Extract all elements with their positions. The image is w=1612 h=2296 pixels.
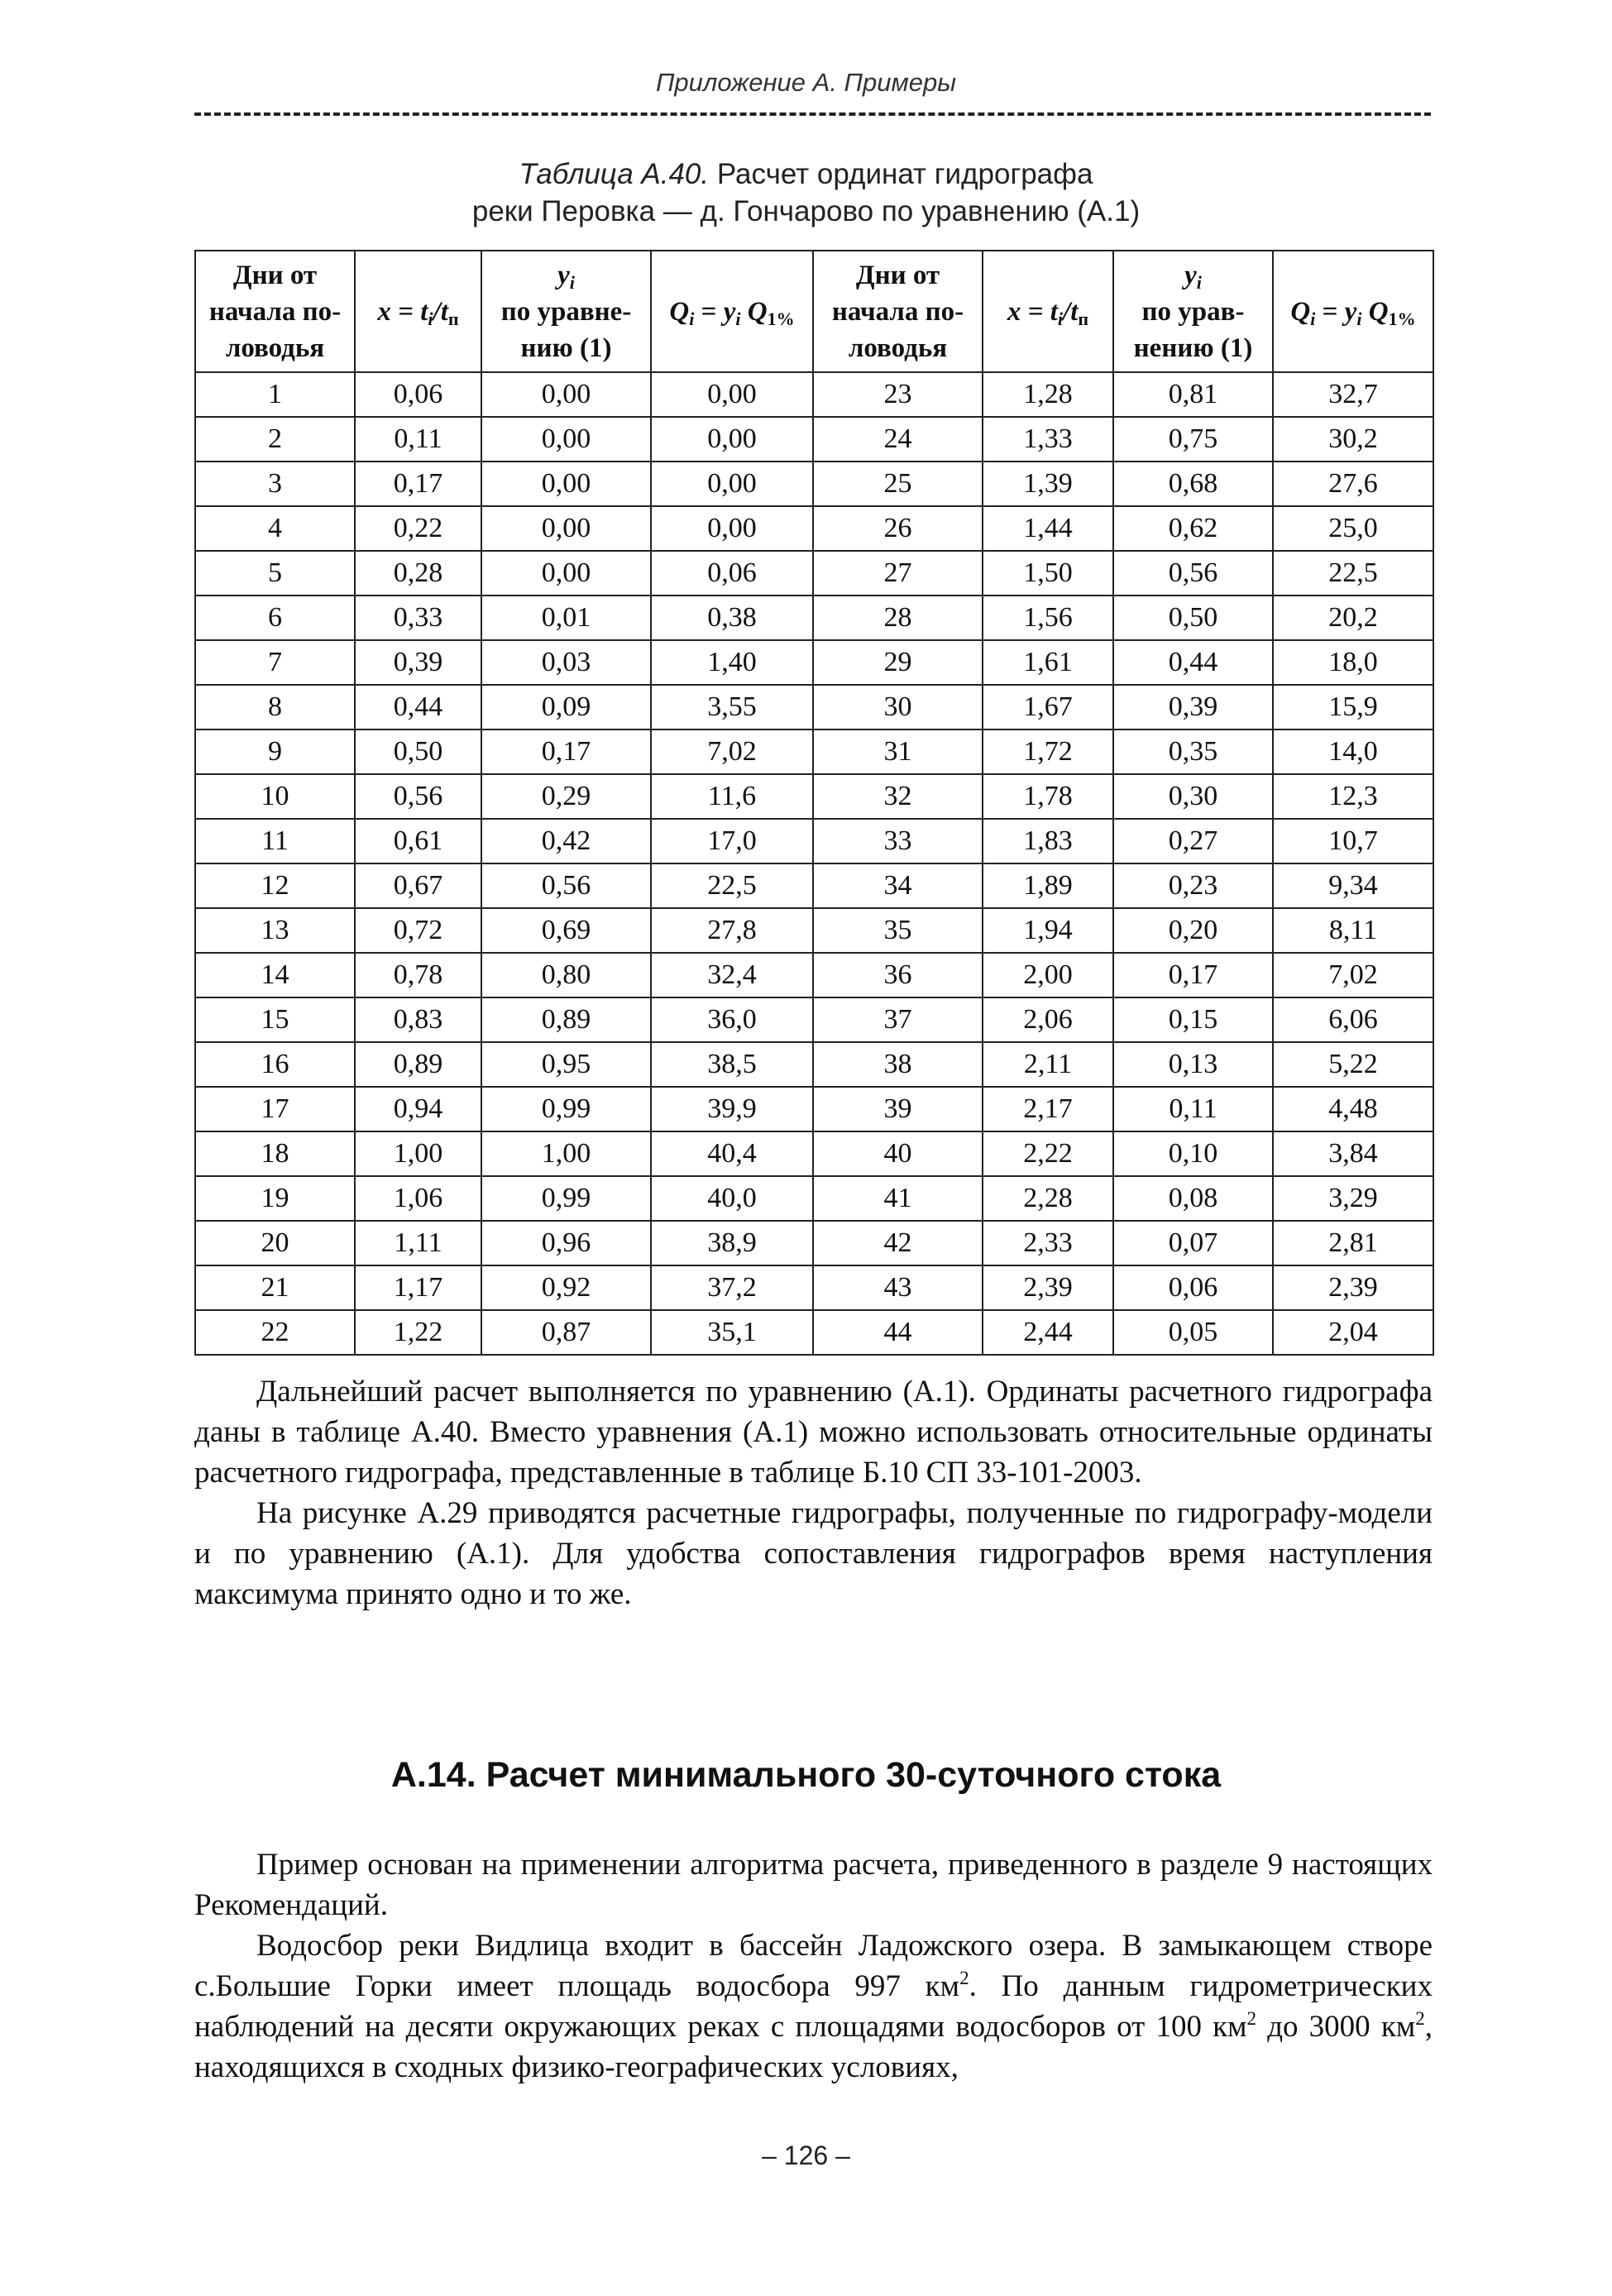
table-row [195, 551, 1433, 596]
table-cell: 0,09 [481, 685, 651, 729]
table-cell: 9 [195, 729, 355, 774]
table-cell: 0,28 [355, 551, 481, 596]
table-cell: 0,72 [355, 908, 481, 953]
table-row [195, 640, 1433, 685]
header-q: $Q_i = y_i$ $Q_{1\%}$ [651, 251, 813, 372]
table-cell: 22,5 [651, 863, 813, 908]
table-cell: 19 [195, 1176, 355, 1221]
table-cell: 0,07 [1113, 1221, 1273, 1265]
table-cell: 0,30 [1113, 774, 1273, 819]
table-cell: 1,78 [983, 774, 1113, 819]
table-cell: 0,15 [1113, 997, 1273, 1042]
table-row [195, 729, 1433, 774]
table-cell: 5 [195, 551, 355, 596]
table-header-row [195, 251, 1433, 372]
table-cell: 0,92 [481, 1265, 651, 1310]
table-cell: 0,22 [355, 506, 481, 551]
table-cell: 6 [195, 596, 355, 640]
table-cell: 0,06 [651, 551, 813, 596]
table-cell: 0,80 [481, 953, 651, 997]
table-cell: 0,94 [355, 1087, 481, 1131]
table-cell: 40,4 [651, 1131, 813, 1176]
table-cell: 3,55 [651, 685, 813, 729]
table-cell: 9,34 [1273, 863, 1433, 908]
running-head: Приложение А. Примеры [655, 68, 957, 97]
header-x-2: $x = t_i/t_п$ [983, 251, 1113, 372]
table-cell: 31 [813, 729, 983, 774]
table-cell: 3,29 [1273, 1176, 1433, 1221]
paragraph: На рисунке А.29 приводятся расчетные гидрографы, полученные по гидрографу-модели и по уравнению (А.1). Для удобства сопоставления гидрографов время наступления максимума принято одно и то же. [194, 1496, 1433, 1611]
table-cell: 0,96 [481, 1221, 651, 1265]
table-cell: 17,0 [651, 819, 813, 863]
header-q-2: $Q_i = y_i$ $Q_{1\%}$ [1273, 251, 1433, 372]
paragraph: Водосбор реки Видлица входит в бассейн Ладожского озера. В замыкающем створе с.Большие Горки имеет площадь водосбора 997 $км^2$. По данным гидрометрических наблюдений на десяти окружающих реках с площадями водосборов от 100 $км^2$ до 3000 $км^2$, находящихся в сходных физико-географических условиях, [194, 1929, 1433, 2084]
table-cell: 22,5 [1273, 551, 1433, 596]
table-cell: 3 [195, 462, 355, 506]
table-cell: 0,00 [651, 506, 813, 551]
table-cell: 1,11 [355, 1221, 481, 1265]
table-cell: 15,9 [1273, 685, 1433, 729]
table-cell: 0,50 [355, 729, 481, 774]
table-row [195, 1310, 1433, 1355]
table-cell: 0,99 [481, 1176, 651, 1221]
table-cell: 0,38 [651, 596, 813, 640]
table-cell: 0,00 [481, 417, 651, 462]
table-cell: 0,13 [1113, 1042, 1273, 1087]
table-cell: 0,56 [1113, 551, 1273, 596]
table-cell: 10,7 [1273, 819, 1433, 863]
table-caption-title: Расчет ординат гидрографа [709, 158, 1093, 190]
table-cell: 3,84 [1273, 1131, 1433, 1176]
table-cell: 0,78 [355, 953, 481, 997]
table-cell: 0,00 [481, 462, 651, 506]
table-cell: 0,67 [355, 863, 481, 908]
table-cell: 42 [813, 1221, 983, 1265]
table-cell: 0,42 [481, 819, 651, 863]
header-days-2: Дни от начала по- ловодья [813, 251, 983, 372]
table-cell: 1,39 [983, 462, 1113, 506]
table-row [195, 1087, 1433, 1131]
table-body [195, 372, 1433, 1355]
table-cell: 4,48 [1273, 1087, 1433, 1131]
table-cell: 0,01 [481, 596, 651, 640]
table-cell: 1,28 [983, 372, 1113, 417]
table-cell: 0,68 [1113, 462, 1273, 506]
table-cell: 0,44 [355, 685, 481, 729]
table-cell: 0,00 [481, 506, 651, 551]
table-cell: 23 [813, 372, 983, 417]
table-cell: 0,95 [481, 1042, 651, 1087]
table-cell: 8,11 [1273, 908, 1433, 953]
table-cell: 0,17 [1113, 953, 1273, 997]
table-cell: 0,62 [1113, 506, 1273, 551]
table-cell: 0,00 [651, 372, 813, 417]
table-cell: 2,00 [983, 953, 1113, 997]
table-cell: 26 [813, 506, 983, 551]
table-cell: 34 [813, 863, 983, 908]
table-cell: 25,0 [1273, 506, 1433, 551]
text-block-2 [194, 1844, 1433, 2088]
table-cell: 2 [195, 417, 355, 462]
header-divider [194, 112, 1431, 116]
table-cell: 2,33 [983, 1221, 1113, 1265]
table-cell: 7 [195, 640, 355, 685]
table-cell: 0,87 [481, 1310, 651, 1355]
table-cell: 12 [195, 863, 355, 908]
table-row [195, 774, 1433, 819]
table-cell: 27,8 [651, 908, 813, 953]
table-cell: 2,39 [1273, 1265, 1433, 1310]
table-cell: 16 [195, 1042, 355, 1087]
table-cell: 2,44 [983, 1310, 1113, 1355]
table-cell: 38,5 [651, 1042, 813, 1087]
header-y-2: $y_i$ по урав- нению (1) [1113, 251, 1273, 372]
paragraph: Пример основан на применении алгоритма расчета, приведенного в разделе 9 настоящих Рекомендаций. [194, 1848, 1433, 1922]
table-cell: 0,11 [355, 417, 481, 462]
table-cell: 39,9 [651, 1087, 813, 1131]
table-cell: 0,06 [1113, 1265, 1273, 1310]
table-cell: 1,00 [355, 1131, 481, 1176]
table-cell: 0,00 [481, 372, 651, 417]
table-cell: 22 [195, 1310, 355, 1355]
table-cell: 14,0 [1273, 729, 1433, 774]
table-cell: 40 [813, 1131, 983, 1176]
table-cell: 37 [813, 997, 983, 1042]
table-row [195, 908, 1433, 953]
table-cell: 0,99 [481, 1087, 651, 1131]
table-cell: 41 [813, 1176, 983, 1221]
table-cell: 0,00 [481, 551, 651, 596]
table-cell: 24 [813, 417, 983, 462]
table-cell: 1,72 [983, 729, 1113, 774]
table-row [195, 1131, 1433, 1176]
table-cell: 1,17 [355, 1265, 481, 1310]
table-cell: 29 [813, 640, 983, 685]
table-cell: 1,67 [983, 685, 1113, 729]
table-cell: 27,6 [1273, 462, 1433, 506]
table-cell: 5,22 [1273, 1042, 1433, 1087]
table-cell: 40,0 [651, 1176, 813, 1221]
table-cell: 0,81 [1113, 372, 1273, 417]
table-cell: 1,00 [481, 1131, 651, 1176]
table-row [195, 1176, 1433, 1221]
table-cell: 20 [195, 1221, 355, 1265]
table-row [195, 997, 1433, 1042]
text-block-1 [194, 1371, 1433, 1614]
table-cell: 36 [813, 953, 983, 997]
table-cell: 0,56 [481, 863, 651, 908]
table-cell: 0,06 [355, 372, 481, 417]
table-cell: 12,3 [1273, 774, 1433, 819]
header-y: $y_i$ по уравне- нию (1) [481, 251, 651, 372]
table-caption-line-1 [0, 155, 1612, 193]
table-cell: 30 [813, 685, 983, 729]
table-cell: 7,02 [651, 729, 813, 774]
table-cell: 2,04 [1273, 1310, 1433, 1355]
header-x: $x = t_i/t_п$ [355, 251, 481, 372]
table-cell: 38,9 [651, 1221, 813, 1265]
table-cell: 27 [813, 551, 983, 596]
table-cell: 0,89 [481, 997, 651, 1042]
table-cell: 0,29 [481, 774, 651, 819]
table-cell: 33 [813, 819, 983, 863]
table-cell: 2,22 [983, 1131, 1113, 1176]
table-cell: 13 [195, 908, 355, 953]
table-cell: 37,2 [651, 1265, 813, 1310]
table-cell: 44 [813, 1310, 983, 1355]
table-cell: 21 [195, 1265, 355, 1310]
table-caption-line-2: реки Перовка — д. Гончарово по уравнению (А.1) [471, 195, 1141, 227]
table-cell: 30,2 [1273, 417, 1433, 462]
table-cell: 7,02 [1273, 953, 1433, 997]
table-cell: 1,83 [983, 819, 1113, 863]
table-cell: 32,4 [651, 953, 813, 997]
table-caption [0, 155, 1612, 230]
table-cell: 2,81 [1273, 1221, 1433, 1265]
section-heading: А.14. Расчет минимального 30-суточного стока [390, 1755, 1222, 1795]
table-cell: 1,40 [651, 640, 813, 685]
table-cell: 32,7 [1273, 372, 1433, 417]
table-cell: 2,11 [983, 1042, 1113, 1087]
table-row [195, 462, 1433, 506]
table-cell: 0,39 [1113, 685, 1273, 729]
table-cell: 43 [813, 1265, 983, 1310]
table-cell: 1,89 [983, 863, 1113, 908]
table-number: Таблица А.40. [519, 158, 710, 190]
table-cell: 0,56 [355, 774, 481, 819]
table-row [195, 819, 1433, 863]
table-row [195, 417, 1433, 462]
table-cell: 14 [195, 953, 355, 997]
table-cell: 1,56 [983, 596, 1113, 640]
table-cell: 0,08 [1113, 1176, 1273, 1221]
table-row [195, 685, 1433, 729]
hydrograph-ordinates-table [194, 250, 1434, 1356]
table-cell: 17 [195, 1087, 355, 1131]
table-row [195, 372, 1433, 417]
paragraph: Дальнейший расчет выполняется по уравнению (А.1). Ординаты расчетного гидрографа даны в таблице А.40. Вместо уравнения (А.1) можно использовать относительные ординаты расчетного гидрографа, представленные в таблице Б.10 СП 33-101-2003. [194, 1375, 1433, 1490]
table-cell: 1,44 [983, 506, 1113, 551]
table-cell: 0,10 [1113, 1131, 1273, 1176]
table-cell: 6,06 [1273, 997, 1433, 1042]
table-cell: 0,20 [1113, 908, 1273, 953]
table-cell: 1,94 [983, 908, 1113, 953]
table-cell: 0,17 [481, 729, 651, 774]
table-cell: 0,03 [481, 640, 651, 685]
table-cell: 0,69 [481, 908, 651, 953]
table-cell: 1 [195, 372, 355, 417]
table-cell: 1,06 [355, 1176, 481, 1221]
table-cell: 0,33 [355, 596, 481, 640]
table-cell: 1,61 [983, 640, 1113, 685]
table-cell: 1,50 [983, 551, 1113, 596]
table-cell: 8 [195, 685, 355, 729]
table-cell: 35,1 [651, 1310, 813, 1355]
table-cell: 0,05 [1113, 1310, 1273, 1355]
table-row [195, 1042, 1433, 1087]
table-cell: 25 [813, 462, 983, 506]
table-cell: 1,33 [983, 417, 1113, 462]
table-cell: 0,27 [1113, 819, 1273, 863]
table-cell: 10 [195, 774, 355, 819]
table-cell: 0,11 [1113, 1087, 1273, 1131]
table-row [195, 953, 1433, 997]
table-cell: 0,17 [355, 462, 481, 506]
table-cell: 0,23 [1113, 863, 1273, 908]
table-cell: 18,0 [1273, 640, 1433, 685]
table-row [195, 596, 1433, 640]
table-cell: 0,39 [355, 640, 481, 685]
table-cell: 15 [195, 997, 355, 1042]
header-days: Дни от начала по- ловодья [195, 251, 355, 372]
table-cell: 28 [813, 596, 983, 640]
table-cell: 2,28 [983, 1176, 1113, 1221]
table-cell: 4 [195, 506, 355, 551]
table-cell: 2,39 [983, 1265, 1113, 1310]
table-cell: 0,75 [1113, 417, 1273, 462]
table-cell: 0,35 [1113, 729, 1273, 774]
table-cell: 18 [195, 1131, 355, 1176]
table-cell: 32 [813, 774, 983, 819]
table-cell: 20,2 [1273, 596, 1433, 640]
table-cell: 0,83 [355, 997, 481, 1042]
table-cell: 0,89 [355, 1042, 481, 1087]
table-cell: 0,00 [651, 417, 813, 462]
page-number: – 126 – [762, 2141, 850, 2170]
table-cell: 0,44 [1113, 640, 1273, 685]
table-cell: 0,00 [651, 462, 813, 506]
table-cell: 36,0 [651, 997, 813, 1042]
table-row [195, 506, 1433, 551]
table-row [195, 1265, 1433, 1310]
table-cell: 11,6 [651, 774, 813, 819]
table-cell: 0,50 [1113, 596, 1273, 640]
table-cell: 11 [195, 819, 355, 863]
table-cell: 1,22 [355, 1310, 481, 1355]
table-cell: 35 [813, 908, 983, 953]
table-row [195, 1221, 1433, 1265]
table-cell: 38 [813, 1042, 983, 1087]
table-cell: 2,06 [983, 997, 1113, 1042]
table-cell: 2,17 [983, 1087, 1113, 1131]
table-cell: 39 [813, 1087, 983, 1131]
table-cell: 0,61 [355, 819, 481, 863]
table-row [195, 863, 1433, 908]
